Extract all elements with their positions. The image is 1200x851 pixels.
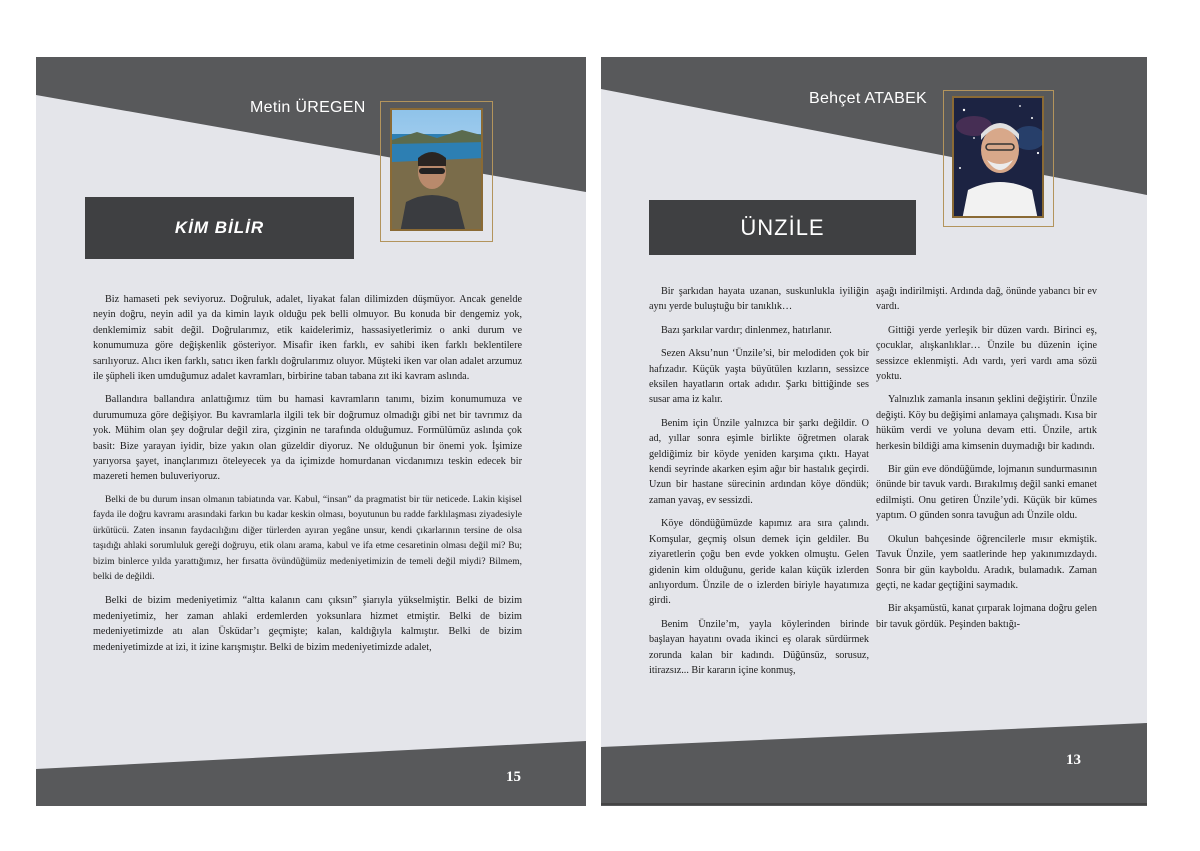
paragraph: Yalnızlık zamanla insanın şeklini değiştirir. Ünzile değişti. Köy bu değişimi anlamaya çalışmadı. Kısa bir hüküm verdi ve yoluna devam etti. Ünzile, artık herkesin bildiği ama kimsenin duymadığı bir kadındı.: [876, 394, 1097, 452]
left-page: [36, 57, 586, 806]
paragraph: Sezen Aksu’nun ‘Ünzile’si, bir melodiden çok bir hafızadır. Küçük yaşta büyütülen kızların, sessizce eksilen hayatların ortak adıdır. Şarkı bittiğinde ses susar ama iz kalır.: [649, 348, 869, 406]
author-name: Behçet ATABEK: [809, 90, 928, 107]
right-page: [601, 57, 1147, 806]
paragraph: Benim Ünzile’m, yayla köylerinden birinde başlayan hayatını ovada ikinci eş olarak sürdürmek zorunda kalan bir kadındı. Düğünsüz, sorusuz, itirazsız... Bir kararın içine konmuş,: [649, 618, 869, 676]
paragraph: Belki de bizim medeniyetimiz “altta kalanın canı çıksın” şiarıyla yükselmiştir. Belki de bizim medeniyetimiz, her zaman ahlaki erdemlerden yoksunlara hizmet etmiştir. Belki de bizim medeniyetimizde atı alan Üsküdar’ı geçmişte; kalan, kaldığıyla kalmıştır. Belki de bizim medeniyetimizde at izi, it izine karışmıştır. Belki de bizim medeniyetimizde adalet,: [93, 595, 522, 653]
paragraph: Bir akşamüstü, kanat çırparak lojmana doğru gelen bir tavuk gördük. Peşinden baktığı-: [876, 603, 1097, 630]
page-number: 15: [506, 769, 521, 785]
article-body: [93, 292, 522, 663]
paragraph: Bir gün eve döndüğümde, lojmanın sundurmasının önünde bir tavuk vardı. Bırakılmış değil sanki emanet edilmişti. Onu getiren Ünzile’ydi. Küçük bir kümes yaptım. O günden sonra tavuğun adı Ünzile oldu.: [876, 464, 1097, 522]
text-column-right: [876, 284, 1097, 640]
page-number: 13: [1066, 752, 1081, 768]
paragraph: Gittiği yerde yerleşik bir düzen vardı. Birinci eş, çocuklar, alışkanlıklar… Ünzile bu düzenin içine sessizce eklenmişti. Adı vardı, yeri vardı ama sözü yoktu.: [876, 324, 1097, 383]
paragraph: Ballandıra ballandıra anlattığımız tüm bu hamasi kavramların tanımı, bizim konumumuza ve durumumuza göre değişiyor. Bu kavramlarla ilgili tek bir doğrumuz olmadığı gibi net bir tavrımız da yok. Mühim olan şey doğrular değil zira, çizginin ne tarafında olduğumuz. Formülümüz aslında çok basit: Bize yarayan iyidir, bize yakın olan güzeldir diyoruz. Ne olduğunun bir önemi yok. İşimize yarıyorsa şayet, inançlarımızı öteleyecek ya da içimizde homurdanan vicdanımızı teskin edecek bir mazereti hemen buluveriyoruz.: [93, 394, 522, 483]
article-title: KİM BİLİR: [85, 197, 354, 259]
author-photo: [952, 96, 1044, 218]
paragraph: Okulun bahçesinde öğrencilerle mısır ekmiştik. Tavuk Ünzile, yem saatlerinde hep yakınımızdaydı. Sonra bir gün kayboldu. Aradık, bulamadık. Zaman geçti, ne kadar geçtiğini saymadık.: [876, 533, 1097, 591]
paragraph: Bir şarkıdan hayata uzanan, suskunlukla iyiliğin aynı yerde buluştuğu bir tanıklık…: [649, 286, 869, 313]
text-column-left: [649, 284, 869, 686]
paragraph: Benim için Ünzile yalnızca bir şarkı değildir. O ad, yıllar sonra eşimle birlikte öğretmen olarak geldiğimiz bir köyde yeniden karşıma çıktı. Hayat kendi seyrinde akarken eşim ağır bir hastalık geçirdi. Uzun bir hastane sürecinin ardından köye döndük; zaman yavaş, ev sessizdi.: [649, 417, 869, 506]
author-photo: [390, 108, 483, 231]
paragraph: Belki de bu durum insan olmanın tabiatında var. Kabul, “insan” da pragmatist bir tür neticede. Lakin kişisel fayda ile doğru kavramı arasındaki farkın bu kadar keskin olması, boyutunun bu radde farklılaşması ziyadesiyle ürkütücü. Zaten insanın faydacılığını diğer türlerden ayıran yegâne unsur, kendi çıkarlarının tersine de olsa taşıdığı ahlaki sorumluluk gereği doğruyu, etik olanı arama, kabul ve ifa etme cesaretinin olması değil mi? Bu; bizim binlerce yılda yarattığımız, her fırsatta övündüğümüz medeniyetimizin de temeli değil miydi? Bilmem, belki de değildi.: [93, 494, 522, 582]
paragraph: aşağı indirilmişti. Ardında dağ, önünde yabancı bir ev vardı.: [876, 286, 1097, 313]
footer-band: [36, 741, 586, 806]
article-title: ÜNZİLE: [649, 200, 916, 255]
paragraph: Bazı şarkılar vardır; dinlenmez, hatırlanır.: [661, 324, 832, 336]
author-name: Metin ÜREGEN: [250, 99, 366, 116]
paragraph: Biz hamaseti pek seviyoruz. Doğruluk, adalet, liyakat falan dilimizden düşmüyor. Ancak genelde neyin doğru, neyin adil ya da kimin layık olduğu pek belli olmuyor. Bu konuda bir dengemiz yok, denklemimiz sabit değil. Doğrularımız, etik kaidelerimiz, hassasiyetlerimiz o anki durum ve konumumuza göre değişkenlik gösteriyor. Misafir iken farklı, ev sahibi iken farklı beklentilere sarılıyoruz. Alıcı iken farklı, satıcı iken farklı doğrularımız oluyor. Müşteki iken var olan adalet arzumuz ile şüpheli iken umduğumuz adalet kavramları, birbirine taban tabana zıt iki kavram aslında.: [93, 294, 522, 383]
paragraph: Köye döndüğümüzde kapımız ara sıra çalındı. Komşular, geçmiş olsun demek için geldiler. Bu ziyaretlerin çoğu ben evde yokken olmuştu. Gelen gidenin kim olduğunu, geride kalan küçük izlerden anlıyordum. Ünzile de o izlerden biriyle hayatımıza girdi.: [649, 518, 869, 607]
bottom-rule: [601, 803, 1147, 805]
